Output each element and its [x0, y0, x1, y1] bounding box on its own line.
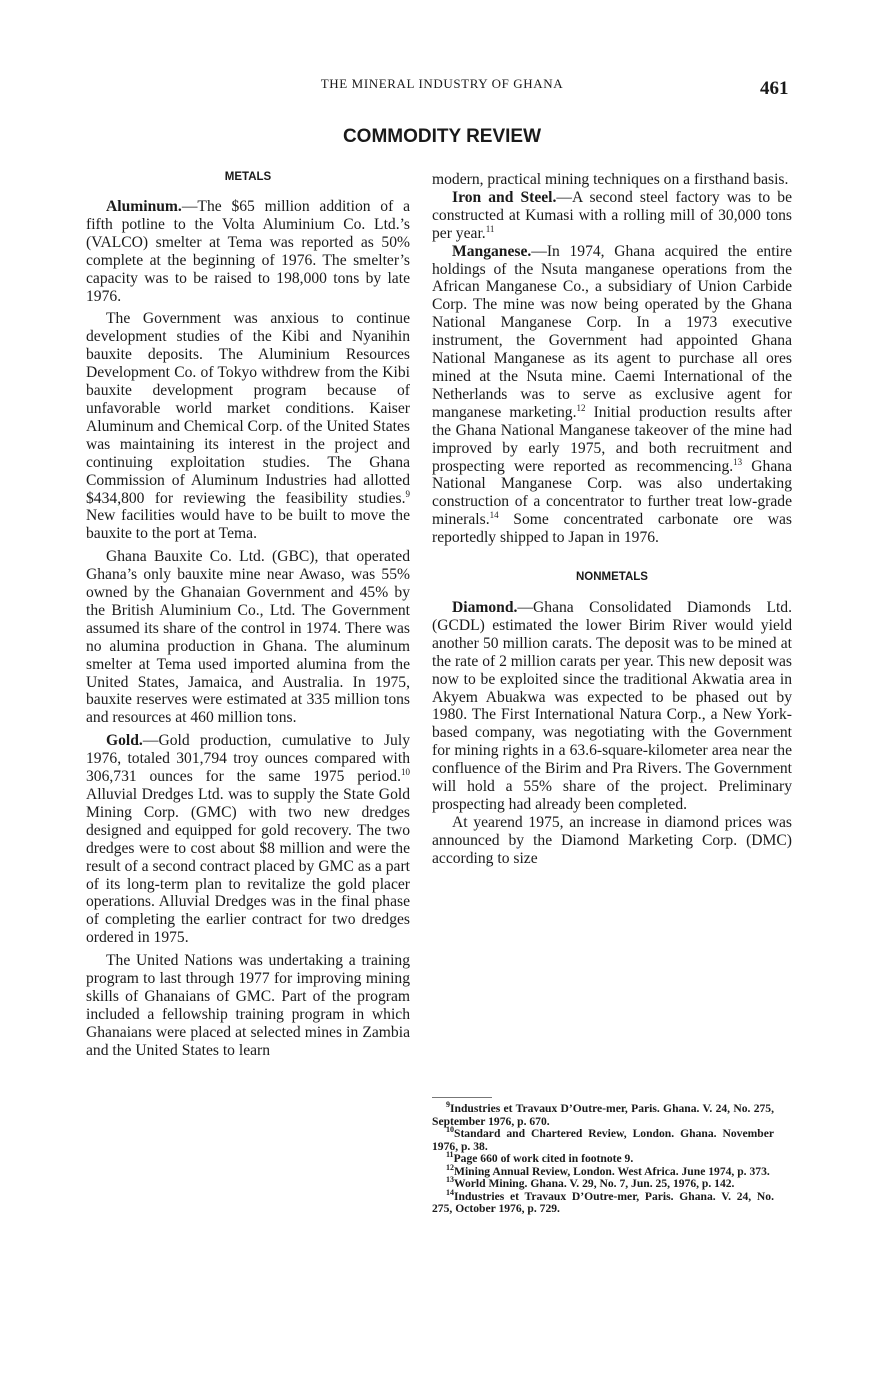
- paragraph-yearend: [432, 814, 792, 868]
- footnote-number: 14: [446, 1187, 454, 1197]
- paragraph-text: Ghana National Manganese Corp. was also undertaking construction of a concentrator to further treat low-grade minerals.: [432, 457, 792, 529]
- footnote-number: 11: [446, 1150, 454, 1160]
- footnote-text: Industries et Travaux D’Outre-mer, Paris. Ghana. V. 24, No. 275, October 1976, p. 729.: [432, 1189, 774, 1215]
- footnote-ref: 10: [401, 766, 410, 777]
- footnote: [432, 1125, 774, 1153]
- paragraph-text: —Ghana Consolidated Diamonds Ltd. (GCDL) estimated the lower Birim River would yield another 50 million carats. The deposit was to be mined at the rate of 2 million carats per year. This new deposit was now to be exploited since the traditional Akwatia area in Akyem Abuakwa was expected to be phased out by 1980. The First International Natura Corp., a New York-based company, was negotiating with the Government for mining rights in a 63.6-square-kilometer area near the confluence of the Birim and Pra Rivers. The Government will hold a 55% share of the project. Preliminary prospecting had already been completed.: [432, 599, 792, 813]
- footnote-text: World Mining. Ghana. V. 29, No. 7, Jun. 25, 1976, p. 142.: [454, 1177, 735, 1190]
- footnote-text: Page 660 of work cited in footnote 9.: [453, 1152, 634, 1165]
- paragraph-un: [86, 952, 410, 1059]
- paragraph-text: —The $65 million addition of a fifth potline to the Volta Aluminium Co. Ltd.’s (VALCO) smelter at Tema was reported as 50% complete at the beginning of 1976. The smelter’s capacity was to be raised to 198,000 tons by late 1976.: [86, 198, 410, 305]
- footnote: [432, 1187, 774, 1216]
- paragraph-gold: [86, 732, 410, 947]
- paragraph-text: At yearend 1975, an increase in diamond prices was announced by the Diamond Marketing Corp. (DMC) according to size: [432, 813, 792, 867]
- run-in-heading-aluminum: Aluminum.: [106, 198, 182, 215]
- paragraph-aluminum: [86, 198, 410, 305]
- run-in-heading-iron-steel: Iron and Steel.: [452, 188, 557, 206]
- paragraph-gbc: [86, 548, 410, 727]
- footnote-text: Industries et Travaux D’Outre-mer, Paris. Ghana. V. 24, No. 275, September 1976, p. 670.: [432, 1102, 774, 1128]
- footnote-text: Mining Annual Review, London. West Africa. June 1974, p. 373.: [454, 1164, 770, 1178]
- paragraph-text: Ghana Bauxite Co. Ltd. (GBC), that operated Ghana’s only bauxite mine near Awaso, was 55% owned by the Ghanaian Government and 45% by the British Aluminium Co., Ltd. The Government assumed its share of the control in 1974. There was no alumina production in Ghana. The aluminum smelter at Tema used imported alumina from the United States, Jamaica, and Australia. In 1975, bauxite reserves were estimated at 335 million tons and resources at 460 million tons.: [86, 548, 410, 727]
- paragraph-text: —Gold production, cumulative to July 1976, totaled 301,794 troy ounces compared with 306,731 ounces for the same 1975 period.: [86, 732, 410, 786]
- paragraph-diamond: [432, 599, 792, 814]
- paragraph-text: New facilities would have to be built to move the bauxite to the port at Tema.: [86, 507, 410, 543]
- running-head: THE MINERAL INDUSTRY OF GHANA: [320, 76, 564, 91]
- section-heading-metals: METALS: [224, 171, 272, 183]
- footnote: [432, 1100, 774, 1128]
- run-in-heading-gold: Gold.: [106, 732, 143, 750]
- footnote-ref: 14: [489, 510, 499, 521]
- footnote-number: 10: [446, 1125, 454, 1135]
- paragraph-text: The Government was anxious to continue development studies of the Kibi and Nyanihin bauxite deposits. The Aluminium Resources Development Co. of Tokyo withdrew from the Kibi bauxite development program because of unfavorable world market conditions. Kaiser Aluminum and Chemical Corp. of the United States was maintaining its interest in the project and continuing exploitation studies. The Ghana Commission of Aluminum Industries had allotted $434,800 for reviewing the feasibility studies.: [86, 310, 410, 507]
- paragraph-text: Some concentrated carbonate ore was reportedly shipped to Japan in 1976.: [432, 511, 792, 547]
- run-in-heading-diamond: Diamond.: [452, 599, 518, 617]
- paragraph-government: [86, 310, 410, 543]
- paragraph-un-continued: [432, 171, 792, 189]
- paragraph-text: modern, practical mining techniques on a firsthand basis.: [432, 171, 789, 188]
- run-in-heading-manganese: Manganese.: [452, 242, 532, 260]
- footnote-ref: 13: [733, 456, 743, 467]
- left-column: [86, 170, 410, 1060]
- paragraph-manganese: [432, 243, 792, 547]
- footnote-divider: [432, 1097, 492, 1098]
- page-title: COMMODITY REVIEW: [342, 126, 542, 147]
- footnote-ref: 11: [485, 223, 495, 234]
- paragraph-text: —In 1974, Ghana acquired the entire holdings of the Nsuta manganese operations from the African Manganese Co., a subsidiary of Union Carbide Corp. The mine was now being operated by the Ghana National Manganese Corp. In a 1973 executive instrument, the Government had appointed Ghana National Manganese as its agent to purchase all ores mined at the Nsuta mine. Caemi International of the Netherlands was to serve as exclusive agent for manganese marketing.: [432, 242, 792, 421]
- paragraph-iron-steel: [432, 189, 792, 243]
- page-number: 461: [760, 78, 789, 99]
- paragraph-text: —A second steel factory was to be constructed at Kumasi with a rolling mill of 30,000 tons per year.: [432, 188, 793, 242]
- section-heading-nonmetals: NONMETALS: [576, 571, 648, 584]
- footnote-number: 9: [446, 1100, 450, 1110]
- paragraph-text: The United Nations was undertaking a training program to last through 1977 for improving mining skills of Ghanaians of GMC. Part of the program included a fellowship training program in which Ghanaians were placed at selected mines in Zambia and the United States to learn: [86, 952, 410, 1059]
- paragraph-text: Initial production results after the Ghana National Manganese takeover of the mine had improved by early 1975, and both recruitment and prospecting were reported as recommencing.: [432, 403, 792, 475]
- footnote-ref: 9: [405, 488, 410, 499]
- footnotes: [432, 1100, 774, 1216]
- footnote-number: 13: [446, 1175, 454, 1185]
- footnote-text: Standard and Chartered Review, London. Ghana. November 1976, p. 38.: [432, 1127, 774, 1153]
- right-column: [432, 171, 792, 868]
- paragraph-text: Alluvial Dredges Ltd. was to supply the State Gold Mining Corp. (GMC) with two new dredges designed and equipped for gold recovery. The two dredges were to cost about $8 million and were the result of a second contract placed by GMC as a part of its long-term plan to revitalize the gold placer operations. Alluvial Dredges was in the final phase of completing the earlier contract for two dredges ordered in 1975.: [86, 786, 410, 947]
- footnote-ref: 12: [576, 402, 586, 413]
- footnote-number: 12: [446, 1162, 454, 1172]
